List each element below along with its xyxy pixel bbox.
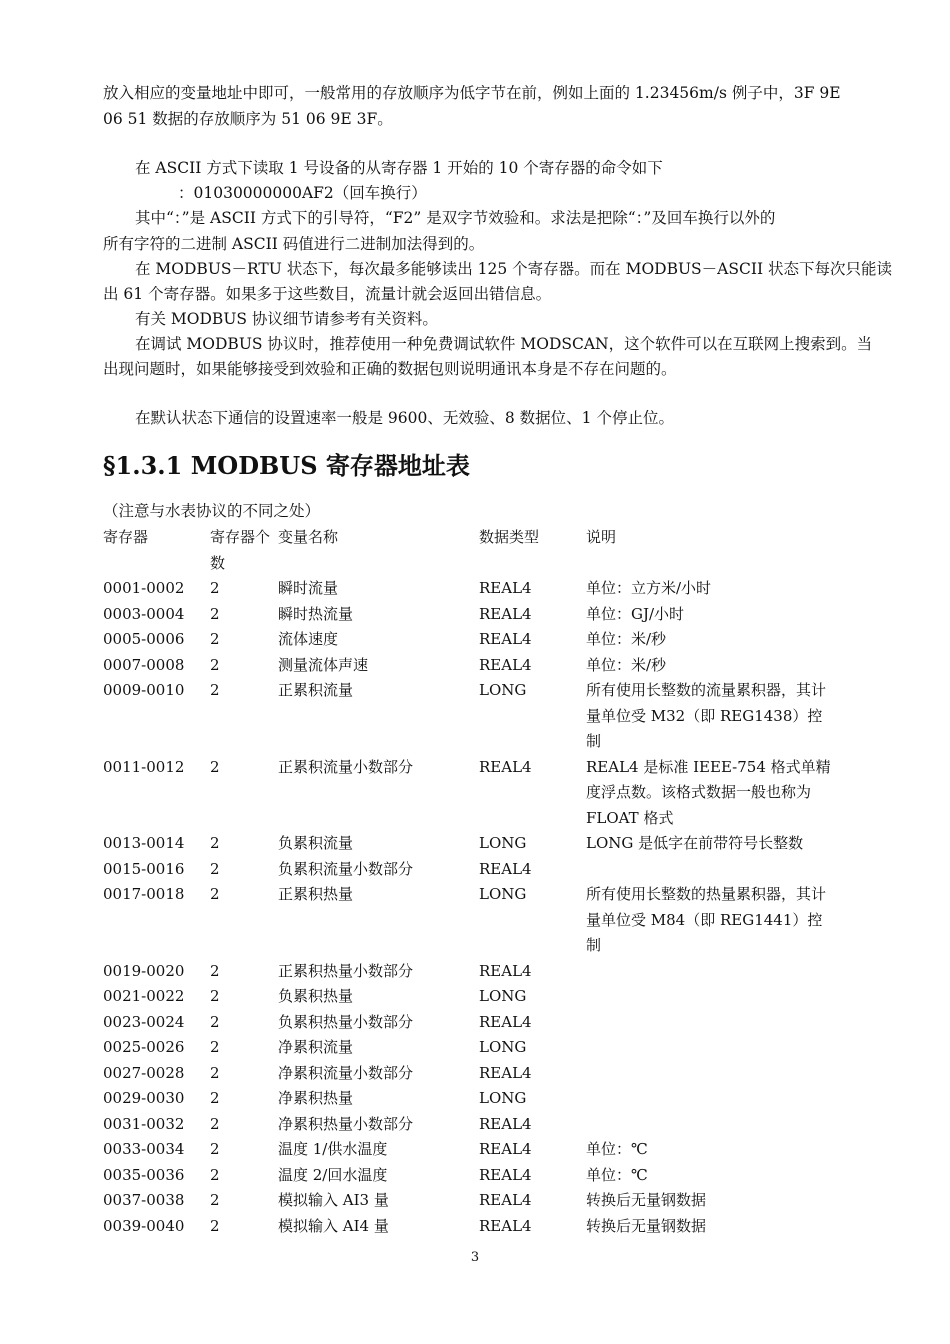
cell-register: 0013-0014	[103, 834, 185, 852]
cell-description: 单位：℃	[586, 1165, 648, 1184]
cell-count: 2	[210, 630, 220, 648]
table-row	[103, 857, 836, 883]
cell-data-type: REAL4	[479, 1114, 532, 1133]
cell-variable-name: 瞬时流量	[278, 579, 339, 597]
cell-register: 0027-0028	[103, 1063, 185, 1082]
cell-register: 0035-0036	[103, 1165, 185, 1184]
cell-description	[586, 984, 836, 1010]
table-row	[103, 1214, 836, 1240]
cell-description: REAL4 是标准 IEEE-754 格式单精度浮点数。该格式数据一般也称为 FLOAT 格式	[586, 757, 831, 827]
cell-description	[586, 1112, 836, 1138]
cell-register: 0037-0038	[103, 1191, 185, 1209]
cell-data-type: REAL4	[479, 1216, 532, 1235]
table-body	[103, 576, 836, 1239]
cell-variable-name: 正累积热量	[278, 885, 354, 903]
cell-count: 2	[210, 579, 220, 597]
cell-count: 2	[210, 987, 220, 1005]
cell-variable-name: 模拟输入 AI4 量	[278, 1216, 389, 1235]
cell-data-type: REAL4	[479, 1165, 532, 1184]
table-row	[103, 831, 836, 857]
cell-register: 0009-0010	[103, 681, 185, 699]
header-count: 寄存器个数	[210, 528, 271, 572]
paragraph-line: 在调试 MODBUS 协议时，推荐使用一种免费调试软件 MODSCAN，这个软件可以在互联网上搜索到。当	[135, 335, 873, 353]
cell-variable-name: 正累积流量	[278, 681, 354, 699]
cell-count: 2	[210, 1012, 220, 1031]
cell-description: 转换后无量钢数据	[586, 1191, 707, 1209]
register-table	[103, 525, 836, 1239]
cell-data-type: REAL4	[479, 757, 532, 776]
cell-register: 0033-0034	[103, 1140, 185, 1158]
cell-count: 2	[210, 1191, 220, 1209]
table-row	[103, 1010, 836, 1036]
cell-data-type: LONG	[479, 1038, 527, 1056]
table-row	[103, 1188, 836, 1214]
cell-description: 单位：米/秒	[586, 655, 667, 674]
cell-register: 0029-0030	[103, 1089, 185, 1107]
cell-data-type: REAL4	[479, 604, 532, 623]
cell-data-type: REAL4	[479, 961, 532, 980]
page-number: 3	[470, 1250, 480, 1265]
cell-data-type: REAL4	[479, 579, 532, 597]
cell-description	[586, 1086, 836, 1112]
cell-count: 2	[210, 1089, 220, 1107]
header-variable-name: 变量名称	[278, 528, 339, 546]
cell-description	[586, 1061, 836, 1087]
cell-description	[586, 959, 836, 985]
cell-description	[586, 1010, 836, 1036]
cell-data-type: LONG	[479, 885, 527, 903]
table-row	[103, 627, 836, 653]
section-title: §1.3.1 MODBUS 寄存器地址表	[103, 451, 470, 480]
cell-description	[586, 1035, 836, 1061]
table-row	[103, 602, 836, 628]
table-row	[103, 576, 836, 602]
ascii-command: ：01030000000AF2（回车换行）	[178, 184, 427, 202]
table-row	[103, 1086, 836, 1112]
cell-register: 0021-0022	[103, 987, 185, 1005]
cell-register: 0007-0008	[103, 655, 185, 674]
cell-data-type: REAL4	[479, 1191, 532, 1209]
cell-description	[586, 857, 836, 883]
cell-data-type: LONG	[479, 681, 527, 699]
header-register: 寄存器	[103, 528, 149, 546]
cell-variable-name: 测量流体声速	[278, 655, 369, 674]
cell-variable-name: 净累积热量小数部分	[278, 1114, 414, 1133]
table-row	[103, 959, 836, 985]
cell-data-type: REAL4	[479, 630, 532, 648]
cell-description: 单位：立方米/小时	[586, 579, 712, 597]
cell-count: 2	[210, 1063, 220, 1082]
paragraph-line: 所有字符的二进制 ASCII 码值进行二进制加法得到的。	[103, 235, 485, 253]
cell-variable-name: 负累积热量小数部分	[278, 1012, 414, 1031]
paragraph-line: 在 ASCII 方式下读取 1 号设备的从寄存器 1 开始的 10 个寄存器的命令如下	[135, 159, 663, 177]
cell-variable-name: 净累积流量	[278, 1038, 354, 1056]
cell-data-type: REAL4	[479, 1012, 532, 1031]
paragraph-line: 在 MODBUS－RTU 状态下，每次最多能够读出 125 个寄存器。而在 MODBUS－ASCII 状态下每次只能读	[135, 260, 893, 278]
table-row	[103, 984, 836, 1010]
cell-variable-name: 模拟输入 AI3 量	[278, 1191, 389, 1209]
cell-register: 0017-0018	[103, 885, 185, 903]
cell-register: 0003-0004	[103, 604, 185, 623]
cell-variable-name: 瞬时热流量	[278, 604, 354, 623]
table-row	[103, 882, 836, 959]
table-row	[103, 755, 836, 832]
table-row	[103, 653, 836, 679]
cell-description: 单位：米/秒	[586, 630, 667, 648]
paragraph-line: 出现问题时，如果能够接受到效验和正确的数据包则说明通讯本身是不存在问题的。	[103, 360, 677, 378]
paragraph-line: 出 61 个寄存器。如果多于这些数目，流量计就会返回出错信息。	[103, 285, 552, 303]
cell-count: 2	[210, 757, 220, 776]
cell-variable-name: 净累积流量小数部分	[278, 1063, 414, 1082]
cell-count: 2	[210, 1038, 220, 1056]
header-description: 说明	[586, 528, 617, 546]
cell-register: 0015-0016	[103, 859, 185, 878]
cell-data-type: LONG	[479, 1089, 527, 1107]
cell-count: 2	[210, 859, 220, 878]
cell-description: 转换后无量钢数据	[586, 1216, 707, 1235]
paragraph-line: 有关 MODBUS 协议细节请参考有关资料。	[135, 310, 438, 328]
cell-data-type: REAL4	[479, 655, 532, 674]
header-data-type: 数据类型	[479, 528, 540, 546]
cell-variable-name: 温度 2/回水温度	[278, 1165, 388, 1184]
cell-count: 2	[210, 655, 220, 674]
cell-register: 0005-0006	[103, 630, 185, 648]
cell-description: 所有使用长整数的流量累积器，其计量单位受 M32（即 REG1438）控制	[586, 681, 827, 750]
cell-count: 2	[210, 1165, 220, 1184]
table-row	[103, 1163, 836, 1189]
cell-variable-name: 净累积热量	[278, 1089, 354, 1107]
cell-register: 0025-0026	[103, 1038, 185, 1056]
cell-register: 0001-0002	[103, 579, 185, 597]
section-note: （注意与水表协议的不同之处）	[103, 502, 321, 520]
cell-register: 0039-0040	[103, 1216, 185, 1235]
cell-variable-name: 负累积流量小数部分	[278, 859, 414, 878]
cell-count: 2	[210, 1140, 220, 1158]
table-row	[103, 1137, 836, 1163]
cell-variable-name: 正累积流量小数部分	[278, 757, 414, 776]
cell-description: 单位：GJ/小时	[586, 604, 685, 623]
cell-description: LONG 是低字在前带符号长整数	[586, 834, 804, 852]
paragraph-line: 其中“：”是 ASCII 方式下的引导符，“F2” 是双字节效验和。求法是把除“：”及回车换行以外的	[135, 209, 776, 227]
cell-variable-name: 温度 1/供水温度	[278, 1140, 388, 1158]
table-row	[103, 1061, 836, 1087]
cell-register: 0019-0020	[103, 961, 185, 980]
cell-data-type: REAL4	[479, 1063, 532, 1082]
cell-description: 所有使用长整数的热量累积器，其计量单位受 M84（即 REG1441）控制	[586, 885, 827, 954]
cell-register: 0011-0012	[103, 757, 185, 776]
cell-variable-name: 流体速度	[278, 630, 339, 648]
paragraph-line: 06 51 数据的存放顺序为 51 06 9E 3F。	[103, 110, 393, 128]
cell-count: 2	[210, 834, 220, 852]
paragraph-line: 在默认状态下通信的设置速率一般是 9600、无效验、8 数据位、1 个停止位。	[135, 409, 674, 427]
cell-count: 2	[210, 885, 220, 903]
cell-count: 2	[210, 1216, 220, 1235]
cell-count: 2	[210, 1114, 220, 1133]
cell-variable-name: 正累积热量小数部分	[278, 961, 414, 980]
table-row	[103, 678, 836, 755]
table-row	[103, 1035, 836, 1061]
paragraph-line: 放入相应的变量地址中即可，一般常用的存放顺序为低字节在前，例如上面的 1.23456m/s 例子中，3F 9E	[103, 84, 841, 102]
cell-register: 0031-0032	[103, 1114, 185, 1133]
cell-data-type: LONG	[479, 834, 527, 852]
cell-count: 2	[210, 604, 220, 623]
cell-description: 单位：℃	[586, 1140, 648, 1158]
cell-data-type: REAL4	[479, 1140, 532, 1158]
cell-count: 2	[210, 681, 220, 699]
cell-data-type: LONG	[479, 987, 527, 1005]
cell-variable-name: 负累积热量	[278, 987, 354, 1005]
table-row	[103, 1112, 836, 1138]
cell-count: 2	[210, 961, 220, 980]
cell-data-type: REAL4	[479, 859, 532, 878]
cell-register: 0023-0024	[103, 1012, 185, 1031]
cell-variable-name: 负累积流量	[278, 834, 354, 852]
table-header-row	[103, 525, 836, 576]
